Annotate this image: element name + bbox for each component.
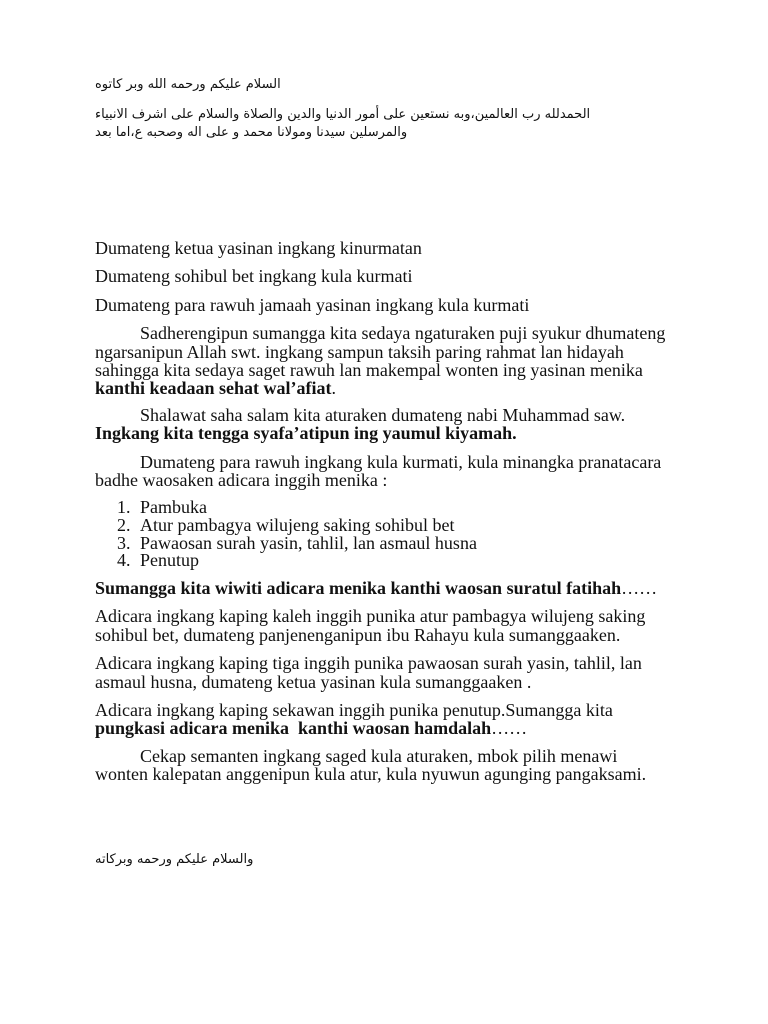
fatihah-line [95, 578, 657, 598]
third-agenda-line: Adicara ingkang kaping tiga inggih punika pawaosan surah yasin, tahlil, lan [95, 653, 642, 673]
agenda-intro-line: badhe waosaken adicara inggih menika : [95, 470, 388, 490]
gratitude-end: . [331, 378, 337, 398]
agenda-number: 3. [117, 533, 131, 553]
shalawat-bold-line: Ingkang kita tengga syafa’atipun ing yaumul kiyamah. [95, 423, 517, 443]
gratitude-line: sahingga kita sedaya saget rawuh lan makempal wonten ing yasinan menika [95, 360, 643, 380]
gratitude-line: Sadherengipun sumangga kita sedaya ngaturaken puji syukur dhumateng [140, 323, 666, 343]
closing-line: wonten kalepatan anggenipun kula atur, kula nyuwun agunging pangaksami. [95, 764, 647, 784]
agenda-number: 1. [117, 497, 131, 517]
address-line: Dumateng ketua yasinan ingkang kinurmatan [95, 238, 422, 258]
opening-salam: السلام عليكم ورحمه الله وبر كاتوه [95, 77, 281, 92]
agenda-item: Atur pambagya wilujeng saking sohibul bet [140, 515, 455, 535]
closing-salam: والسلام عليكم ورحمه وبركاته [95, 852, 254, 867]
agenda-item: Pambuka [140, 497, 207, 517]
address-line: Dumateng para rawuh jamaah yasinan ingkang kula kurmati [95, 295, 530, 315]
hamdalah-line: والمرسلين سيدنا ومولانا محمد و على اله وصحبه ع،اما بعد [95, 125, 408, 140]
gratitude-line: ngarsanipun Allah swt. ingkang sampun taksih paring rahmat lan hidayah [95, 342, 624, 362]
gratitude-bold-text: kanthi keadaan sehat wal’afiat [95, 378, 332, 398]
fatihah-ellipsis: …… [621, 578, 658, 598]
fourth-agenda-bold-line [95, 718, 527, 738]
gratitude-last-line [95, 378, 336, 398]
hamdalah-line: الحمدلله رب العالمين،وبه نستعين على أمور الدنيا والدين والصلاة والسلام على اشرف الانبياء [95, 107, 591, 122]
fourth-agenda-line: Adicara ingkang kaping sekawan inggih punika penutup.Sumangga kita [95, 700, 613, 720]
second-agenda-line: sohibul bet, dumateng panjenenganipun ibu Rahayu kula sumanggaaken. [95, 625, 621, 645]
shalawat-line: Shalawat saha salam kita aturaken dumateng nabi Muhammad saw. [140, 405, 626, 425]
third-agenda-line: asmaul husna, dumateng ketua yasinan kula sumanggaaken . [95, 672, 532, 692]
agenda-item: Penutup [140, 550, 200, 570]
agenda-number: 4. [117, 550, 131, 570]
address-line: Dumateng sohibul bet ingkang kula kurmati [95, 266, 413, 286]
closing-line: Cekap semanten ingkang saged kula aturaken, mbok pilih menawi [140, 746, 618, 766]
second-agenda-line: Adicara ingkang kaping kaleh inggih punika atur pambagya wilujeng saking [95, 606, 646, 626]
agenda-number: 2. [117, 515, 131, 535]
agenda-item: Pawaosan surah yasin, tahlil, lan asmaul husna [140, 533, 477, 553]
fatihah-bold-text: Sumangga kita wiwiti adicara menika kanthi waosan suratul fatihah [95, 578, 622, 598]
hamdalah-bold-text: pungkasi adicara menika kanthi waosan hamdalah [95, 718, 492, 738]
hamdalah-ellipsis: …… [491, 718, 528, 738]
agenda-intro-line: Dumateng para rawuh ingkang kula kurmati, kula minangka pranatacara [140, 452, 662, 472]
